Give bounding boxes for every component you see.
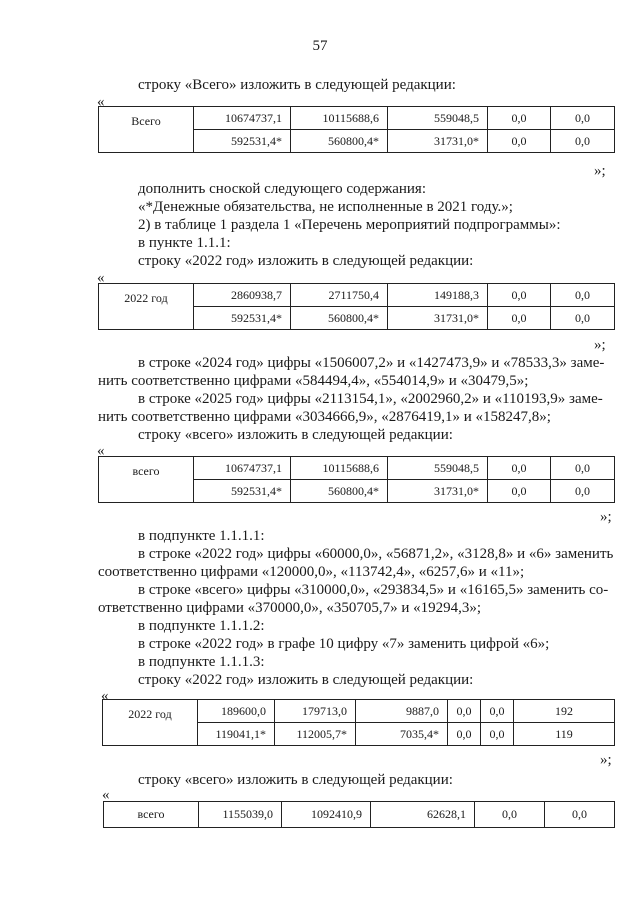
cell: 31731,0*: [388, 130, 488, 153]
cell: 0,0: [488, 307, 551, 330]
cell: 0,0: [448, 723, 481, 746]
cell: 179713,0: [275, 700, 356, 723]
text-line: в пункте 1.1.1:: [138, 235, 231, 251]
cell: 560800,4*: [291, 130, 388, 153]
cell: 0,0: [551, 130, 615, 153]
cell: 1155039,0: [199, 802, 282, 828]
cell: 9887,0: [356, 700, 448, 723]
quote-close: »;: [600, 752, 612, 768]
text-line: «*Денежные обязательства, не исполненные в 2021 году.»;: [138, 199, 513, 215]
cell: 10674737,1: [194, 457, 291, 480]
cell: 0,0: [551, 457, 615, 480]
cell: 7035,4*: [356, 723, 448, 746]
cell: 119041,1*: [198, 723, 275, 746]
cell: 0,0: [475, 802, 545, 828]
cell: 192: [514, 700, 615, 723]
table-row: [104, 802, 615, 828]
cell: 112005,7*: [275, 723, 356, 746]
quote-open: «: [97, 94, 105, 110]
cell: 0,0: [488, 130, 551, 153]
row-label: всего: [99, 457, 194, 503]
cell: 0,0: [551, 284, 615, 307]
table-total-1: [98, 106, 615, 153]
quote-open: «: [101, 688, 109, 704]
table-row: [99, 457, 615, 480]
cell: 119: [514, 723, 615, 746]
table-total-2: [98, 456, 615, 503]
text-line: строку «Всего» изложить в следующей редакции:: [138, 77, 456, 93]
text-line: в строке «2025 год» цифры «2113154,1», «2002960,2» и «110193,9» заме-: [138, 391, 603, 407]
text-line: в строке «2022 год» в графе 10 цифру «7» заменить цифрой «6»;: [138, 636, 550, 652]
text-line: в подпункте 1.1.1.3:: [138, 654, 265, 670]
cell: 10674737,1: [194, 107, 291, 130]
table-row: [103, 700, 615, 723]
cell: 560800,4*: [291, 307, 388, 330]
cell: 2711750,4: [291, 284, 388, 307]
cell: 592531,4*: [194, 130, 291, 153]
quote-open: «: [102, 787, 110, 803]
cell: 10115688,6: [291, 107, 388, 130]
table-2022: [98, 283, 615, 330]
cell: 0,0: [551, 307, 615, 330]
page-number: 57: [312, 38, 328, 54]
row-label: 2022 год: [103, 700, 198, 746]
cell: 0,0: [551, 480, 615, 503]
text-line: ответственно цифрами «370000,0», «350705,7» и «19294,3»;: [98, 600, 482, 616]
text-line: строку «всего» изложить в следующей редакции:: [138, 772, 453, 788]
table-total-3: [103, 801, 615, 828]
cell: 592531,4*: [194, 307, 291, 330]
quote-open: «: [97, 443, 105, 459]
text-line: нить соответственно цифрами «584494,4», «554014,9» и «30479,5»;: [98, 373, 529, 389]
cell: 559048,5: [388, 457, 488, 480]
quote-close: »;: [594, 163, 606, 179]
text-line: 2) в таблице 1 раздела 1 «Перечень мероприятий подпрограммы»:: [138, 217, 561, 233]
cell: 10115688,6: [291, 457, 388, 480]
text-line: в строке «2024 год» цифры «1506007,2» и «1427473,9» и «78533,3» заме-: [138, 355, 605, 371]
text-line: соответственно цифрами «120000,0», «113742,4», «6257,6» и «11»;: [98, 564, 525, 580]
cell: 0,0: [488, 457, 551, 480]
cell: 0,0: [551, 107, 615, 130]
row-label: 2022 год: [99, 284, 194, 330]
cell: 0,0: [481, 723, 514, 746]
text-line: дополнить сноской следующего содержания:: [138, 181, 427, 197]
cell: 62628,1: [371, 802, 475, 828]
text-line: в подпункте 1.1.1.2:: [138, 618, 265, 634]
quote-open: «: [97, 270, 105, 286]
cell: 592531,4*: [194, 480, 291, 503]
text-line: в строке «всего» цифры «310000,0», «293834,5» и «16165,5» заменить со-: [138, 582, 609, 598]
cell: 0,0: [545, 802, 615, 828]
row-label: всего: [104, 802, 199, 828]
quote-close: »;: [600, 509, 612, 525]
table-row: [99, 284, 615, 307]
text-line: строку «2022 год» изложить в следующей редакции:: [138, 672, 474, 688]
text-line: нить соответственно цифрами «3034666,9», «2876419,1» и «158247,8»;: [98, 409, 551, 425]
cell: 0,0: [448, 700, 481, 723]
text-line: строку «всего» изложить в следующей редакции:: [138, 427, 453, 443]
text-line: строку «2022 год» изложить в следующей редакции:: [138, 253, 474, 269]
cell: 559048,5: [388, 107, 488, 130]
table-row: [99, 107, 615, 130]
row-label: Всего: [99, 107, 194, 153]
cell: 149188,3: [388, 284, 488, 307]
table-2022-subpoint: [102, 699, 615, 746]
quote-close: »;: [594, 337, 606, 353]
cell: 31731,0*: [388, 307, 488, 330]
cell: 0,0: [488, 107, 551, 130]
text-line: в подпункте 1.1.1.1:: [138, 528, 265, 544]
cell: 31731,0*: [388, 480, 488, 503]
cell: 560800,4*: [291, 480, 388, 503]
cell: 0,0: [488, 480, 551, 503]
cell: 0,0: [488, 284, 551, 307]
cell: 189600,0: [198, 700, 275, 723]
cell: 1092410,9: [282, 802, 371, 828]
cell: 2860938,7: [194, 284, 291, 307]
text-line: в строке «2022 год» цифры «60000,0», «56871,2», «3128,8» и «6» заменить: [138, 546, 614, 562]
cell: 0,0: [481, 700, 514, 723]
